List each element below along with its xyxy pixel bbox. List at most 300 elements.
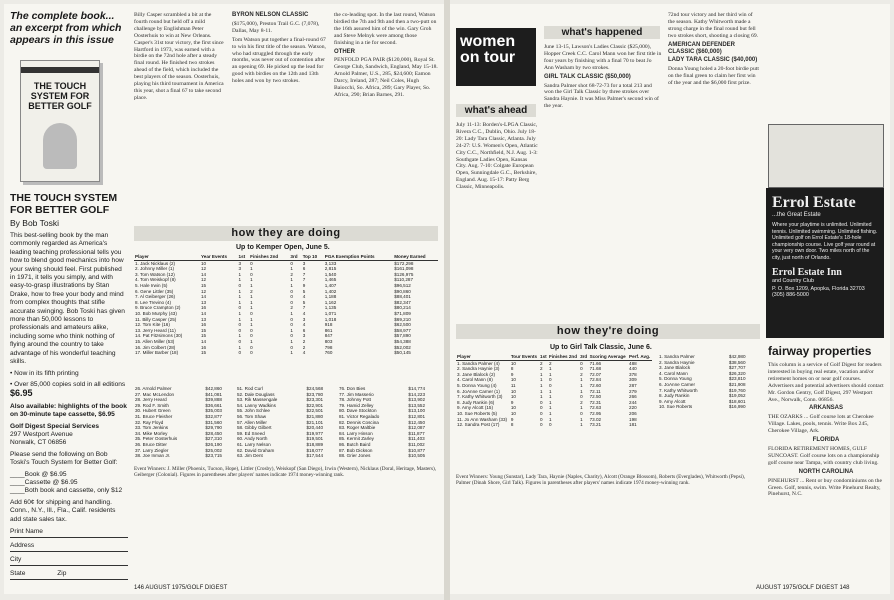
table-cell: 52. Dale Douglass bbox=[237, 391, 275, 397]
table-cell: 15 bbox=[200, 282, 207, 288]
table-cell: $42,860 bbox=[205, 386, 222, 391]
american-defender-heading: AMERICAN DEFENDER CLASSIC ($60,000) bbox=[668, 41, 736, 55]
table-cell: 0 bbox=[548, 422, 552, 428]
table-cell: 2,815 bbox=[324, 266, 337, 272]
table-cell: 15 bbox=[200, 327, 207, 333]
women-table-title: Up to Girl Talk Classic, June 6. bbox=[550, 344, 652, 351]
table-cell: 1 bbox=[540, 371, 543, 377]
table-cell: 1 bbox=[250, 266, 253, 272]
table-cell: $19,977 bbox=[306, 430, 324, 436]
state-florida: FLORIDA bbox=[812, 437, 840, 444]
arkansas-listing: THE OZARKS ... Golf course lots at Cherokee Village. Lakes, pools, tennis. Write Box 245, Cherokee Village, Ark. bbox=[768, 414, 874, 435]
table-cell: 72.60 bbox=[589, 382, 602, 388]
men-tour-banner: how they are doing bbox=[134, 226, 438, 241]
column-header: 3rd bbox=[580, 354, 588, 359]
errol-body: Where your playtime is unlimited. Unlimited tennis. Unlimited swimming. Unlimited fishing. Unlimited golf on Errol Estate's 18-hole championship course. Live golf year round at your very own door. Two miles north of the city, just north of Orlando. bbox=[772, 222, 878, 261]
table-cell: 1,540 bbox=[324, 271, 337, 277]
table-cell: 1 bbox=[540, 388, 543, 394]
table-cell: 10 bbox=[510, 360, 516, 366]
table-cell: 1 bbox=[290, 277, 293, 283]
column-header: 1st bbox=[238, 254, 250, 260]
table-cell: 847 bbox=[324, 333, 333, 339]
table-cell: $27,310 bbox=[205, 436, 222, 442]
table-cell: 9 bbox=[302, 282, 306, 288]
ad-price: $6.95 bbox=[10, 388, 33, 399]
errol-name: Errol Estate bbox=[772, 194, 856, 211]
article-col-1-text: Billy Casper scrambled a bit at the fourth round but held off a mild challenge by Englishman Peter Oosterhuis to win at New Orleans. Casper's 31st tour victory, the first since Hartford in 1973, was earned with a birdie on the 72nd hole after a steady final round. He finished two strokes ahead of the field, which included the best players of the season. Oosterhuis, playing his third tournament in America this year, shot a final 67 to take second place. bbox=[134, 12, 224, 101]
table-cell: 61. Larry Nelson bbox=[237, 441, 271, 447]
table-cell: 35. Peter Oosterhuis bbox=[135, 436, 178, 442]
table-cell: 15. Allen Miller (53) bbox=[135, 338, 175, 344]
table-cell: 0 bbox=[540, 399, 543, 405]
table-cell: $22,901 bbox=[306, 402, 324, 408]
table-cell: 0 bbox=[290, 294, 293, 300]
table-cell: 861 bbox=[324, 327, 333, 333]
table-cell: 2 bbox=[290, 305, 293, 311]
table-cell: 1 bbox=[540, 394, 543, 400]
table-cell: $90,860 bbox=[394, 288, 411, 294]
table-cell: 1 bbox=[250, 305, 253, 311]
whats-ahead-heading: what's ahead bbox=[456, 104, 536, 117]
table-cell: 1 bbox=[540, 382, 543, 388]
table-cell: 279 bbox=[629, 388, 637, 394]
table-cell: 220 bbox=[629, 405, 637, 411]
ad-postage: Add 60¢ for shipping and handling. Conn., N.Y., Ill., Fla., Calif. residents add state sales tax. bbox=[10, 498, 116, 523]
byron-nelson-heading: BYRON NELSON CLASSIC bbox=[232, 12, 309, 18]
table-cell: 198 bbox=[629, 416, 637, 422]
table-cell: 9 bbox=[510, 416, 514, 422]
table-cell: 0 bbox=[250, 260, 253, 266]
table-cell: 1 bbox=[548, 410, 552, 416]
table-cell: $38,560 bbox=[728, 359, 746, 365]
table-cell: 9. Amy Alcott bbox=[659, 398, 686, 404]
table-cell: 15 bbox=[200, 333, 207, 339]
table-cell: 17. Miller Barber (18) bbox=[135, 350, 179, 356]
book-author: By Bob Toski bbox=[10, 218, 59, 228]
golfer-photo bbox=[768, 124, 884, 188]
byron-nelson-text: Tom Watson put together a final-round 67 to win his first title of the season. Watson, who had struggled through the early months, was never out of contention after an opening 69. He picked up the lead for good with birdies on the 12th and 13th holes and won by two strokes. bbox=[232, 36, 326, 85]
table-cell: 0 bbox=[238, 327, 242, 333]
table-cell: 1 bbox=[238, 294, 242, 300]
table-cell: 12 bbox=[200, 277, 207, 283]
table-cell: 7 bbox=[302, 271, 306, 277]
table-cell: 0 bbox=[238, 350, 242, 356]
table-cell: $20,440 bbox=[306, 425, 324, 431]
table-cell: $12,801 bbox=[408, 413, 426, 419]
table-cell: 3. Jane Blalock (2) bbox=[457, 371, 496, 377]
table-cell: 26. Arnold Palmer bbox=[135, 386, 172, 391]
table-cell: 7 bbox=[302, 277, 306, 283]
table-cell: $58,977 bbox=[394, 327, 411, 333]
article-col-2 bbox=[232, 12, 328, 87]
table-cell: 8 bbox=[510, 422, 514, 428]
table-cell: $11,403 bbox=[408, 436, 425, 442]
table-cell: $23,301 bbox=[306, 397, 324, 403]
table-cell: 57. Allen Miller bbox=[237, 419, 267, 425]
table-cell: 1 bbox=[580, 405, 583, 411]
book-cover-image bbox=[20, 60, 100, 182]
table-cell: 0 bbox=[250, 310, 253, 316]
table-cell: 0 bbox=[250, 271, 253, 277]
table-cell: 10 bbox=[510, 388, 516, 394]
table-cell: 1 bbox=[580, 416, 583, 422]
table-cell: $12,087 bbox=[408, 425, 426, 431]
column-header: Scoring Average bbox=[589, 354, 628, 360]
other-text: PENFOLD PGA PAIR ($120,000), Royal St. George Club, Sandwich, England, May 15-18. Arnold Palmer, U.S., 285, $24,600; Eamon Darcy, Ireland, 287; Neil Coles, Hugh Baiocchi, So. Africa, 289; Gary Player, So. Africa, 290; Brian Barnes, 291. bbox=[334, 57, 438, 98]
table-cell: $82,347 bbox=[394, 299, 411, 305]
order-book-option[interactable]: ____Book @ $6.95 bbox=[10, 470, 67, 478]
florida-listing: FLORIDA RETIREMENT HOMES, GULF SUNCOAST. Golf course lots on a championship golf course near Tampa, with country club living. bbox=[768, 445, 880, 466]
zip-label: Zip bbox=[57, 570, 67, 577]
ad-also: Also available: highlights of the book on 30-minute tape cassette, $6.95 bbox=[10, 402, 127, 419]
state-label: State bbox=[10, 570, 26, 577]
table-cell: 1. Jack Nicklaus (2) bbox=[135, 260, 176, 266]
table-cell: 85. Kermit Zarley bbox=[339, 436, 374, 442]
girl-talk-heading: GIRL TALK CLASSIC ($50,000) bbox=[544, 73, 631, 80]
table-cell: 10. Sue Roberts bbox=[659, 404, 693, 410]
women-on-tour-label: women on tour bbox=[456, 28, 536, 86]
table-cell: 3. Tom Watson (12) bbox=[135, 271, 175, 277]
table-cell: $50,145 bbox=[394, 350, 411, 356]
order-both-option[interactable]: ____Both book and cassette, only $12 bbox=[10, 487, 123, 495]
table-cell: 0 bbox=[250, 327, 253, 333]
table-cell: $26,320 bbox=[728, 370, 746, 376]
table-cell: $126,975 bbox=[394, 271, 414, 277]
table-cell: $24,568 bbox=[306, 386, 324, 391]
table-cell: 7. Kathy Whitworth bbox=[659, 387, 698, 393]
table-cell: $35,003 bbox=[205, 408, 222, 414]
table-cell: 8. Judy Rankin (6) bbox=[457, 399, 495, 405]
fairway-body: This column is a service of Golf Digest for readers interested in buying real estate, vacation and/or retirement homes on or near golf courses. Advertisers and potential advertisers should contact Mr. Gordon Gentry, Golf Digest, 297 Westport Ave., Norwalk, Conn. 06856. bbox=[768, 362, 884, 403]
table-cell: 9. Bruce Crampton (2) bbox=[135, 305, 181, 311]
column-header: Player bbox=[456, 354, 510, 360]
table-cell: 4. Carol Mann bbox=[659, 370, 688, 376]
table-cell: 266 bbox=[629, 394, 637, 400]
table-cell: 440 bbox=[629, 366, 637, 372]
ad-address-2: Norwalk, CT 06856 bbox=[10, 439, 67, 447]
table-cell: 287 bbox=[629, 382, 637, 388]
table-cell: $10,877 bbox=[408, 447, 426, 453]
table-cell: 62. David Graham bbox=[237, 447, 275, 453]
table-cell: 1 bbox=[548, 399, 552, 405]
golfer-figure-icon bbox=[43, 123, 77, 169]
whats-happened-heading: what's happened bbox=[544, 26, 660, 39]
column-header: 3rd bbox=[289, 254, 301, 260]
table-cell: 3. Jane Blalock bbox=[659, 365, 691, 371]
table-cell: 14 bbox=[200, 338, 207, 344]
men-money-list-mid bbox=[236, 386, 336, 459]
table-cell: 1 bbox=[238, 277, 242, 283]
table-row bbox=[134, 350, 438, 356]
table-cell: 2 bbox=[290, 271, 293, 277]
table-cell: 1 bbox=[238, 299, 242, 305]
table-cell: 1 bbox=[548, 394, 552, 400]
order-both-label: Both book and cassette, only $12 bbox=[24, 487, 123, 495]
table-cell: 56. Tom Shaw bbox=[237, 413, 267, 419]
table-cell: 760 bbox=[324, 350, 333, 356]
table-cell: $27,707 bbox=[728, 365, 746, 371]
order-cassette-label: Cassette @ $6.95 bbox=[24, 478, 78, 486]
table-cell: $11,002 bbox=[408, 441, 425, 447]
table-cell: 3,133 bbox=[324, 260, 337, 266]
men-table-note: Event Winners: J. Miller (Phoenix, Tucson, Hope), Littler (Crosby), Weiskopf (San Diego), Irwin (Western), Nicklaus (Doral, Heritage, Masters), Geiberger (Colonial). Figures in parentheses after players' names indicate 1974 money-winning rank. bbox=[134, 466, 437, 479]
table-cell: $52,002 bbox=[394, 344, 411, 350]
table-cell: 1 bbox=[548, 371, 552, 377]
table-cell: 1 bbox=[238, 316, 242, 322]
table-cell: 0 bbox=[290, 344, 293, 350]
table-cell: 2 bbox=[580, 371, 583, 377]
table-cell: 51. Rod Curl bbox=[237, 386, 263, 391]
men-table-body bbox=[134, 260, 438, 356]
column-header: Perf. Avg. bbox=[629, 354, 651, 359]
men-table-title: Up to Kemper Open, June 5. bbox=[236, 244, 330, 251]
table-cell: 2. Johnny Miller (1) bbox=[135, 266, 175, 272]
table-cell: 5 bbox=[302, 288, 306, 294]
table-cell: 58. Gibby Gilbert bbox=[237, 425, 272, 431]
book-cover-stripe bbox=[21, 67, 99, 73]
table-cell: $10,505 bbox=[408, 453, 426, 459]
table-cell: 1 bbox=[250, 277, 253, 283]
table-cell: 11 bbox=[510, 382, 516, 388]
table-cell: 79. Hamid Zelley bbox=[339, 402, 374, 408]
table-cell: 244 bbox=[629, 399, 637, 405]
ad-send: Please send the following on Bob Toski's Touch System for Better Golf: bbox=[10, 450, 118, 467]
table-cell: $42,980 bbox=[728, 354, 746, 359]
column-header: Finishes 2nd bbox=[249, 254, 289, 260]
table-cell: 1,071 bbox=[324, 310, 337, 316]
table-cell: 72.84 bbox=[589, 377, 602, 383]
table-cell: 2. Sandra Haynie bbox=[659, 359, 695, 365]
table-cell: 2 bbox=[250, 288, 253, 294]
table-cell: 10 bbox=[510, 377, 516, 383]
address-field[interactable]: Address bbox=[10, 542, 128, 552]
table-cell: 6. JoAnne Carner (1) bbox=[457, 388, 500, 394]
table-cell: 1 bbox=[250, 294, 253, 300]
table-cell: 488 bbox=[629, 360, 637, 366]
table-cell: $26,190 bbox=[205, 441, 222, 447]
fairway-properties-title: fairway properties bbox=[768, 344, 872, 358]
table-cell: 0 bbox=[238, 282, 242, 288]
table-cell: 206 bbox=[629, 410, 637, 416]
table-cell: 1 bbox=[548, 366, 552, 372]
table-cell: 1 bbox=[238, 288, 242, 294]
table-cell: 803 bbox=[324, 338, 333, 344]
table-cell: $12,450 bbox=[408, 419, 426, 425]
ad-body bbox=[10, 232, 128, 580]
table-cell: 12. Tom Kite (16) bbox=[135, 322, 170, 328]
whats-happened-col bbox=[544, 44, 662, 112]
table-cell: 1 bbox=[250, 338, 253, 344]
state-north-carolina: NORTH CAROLINA bbox=[798, 468, 854, 475]
table-cell: $22,501 bbox=[306, 408, 324, 414]
table-cell: 0 bbox=[238, 305, 242, 311]
table-cell: 9 bbox=[510, 399, 514, 405]
table-cell: 15 bbox=[200, 350, 207, 356]
errol-inn-sub: and Country Club bbox=[772, 278, 814, 284]
table-cell: 918 bbox=[324, 322, 333, 328]
table-cell: $36,661 bbox=[205, 402, 222, 408]
table-cell: 1 bbox=[290, 310, 293, 316]
table-cell: 1,018 bbox=[324, 316, 337, 322]
table-cell: 0 bbox=[290, 299, 293, 305]
article-col-1 bbox=[134, 12, 226, 104]
lady-tara-text: Donna Young holed a 20-foot birdie putt on the final green to claim her first win of the year and the $6,000 first prize. bbox=[668, 66, 759, 87]
column-header: Tour Events bbox=[510, 354, 538, 359]
table-cell: 10 bbox=[200, 260, 207, 266]
table-cell: 0 bbox=[250, 344, 253, 350]
happened-text-1: June 13-15, Lawson's Ladies Classic ($25,000), Hopper Creek C.C. Carol Mann won her first title in four years by finishing with a final 70 to beat Jo Ann Washam by two strokes. bbox=[544, 44, 662, 71]
table-cell: 0 bbox=[580, 410, 583, 416]
table-cell: 1,162 bbox=[324, 299, 337, 305]
table-cell: 5. Hale Irwin (5) bbox=[135, 282, 168, 288]
table-cell: 13 bbox=[200, 316, 207, 322]
table-cell: 71.66 bbox=[589, 360, 602, 366]
table-cell: 87. Bob Dickson bbox=[339, 447, 373, 453]
table-cell: 1 bbox=[548, 388, 552, 394]
book-title: THE TOUCH SYSTEM FOR BETTER GOLF bbox=[10, 192, 118, 216]
table-row bbox=[338, 453, 438, 459]
table-cell: 11. Billy Casper (25) bbox=[135, 316, 177, 322]
table-cell: 6 bbox=[302, 266, 306, 272]
table-cell: 10. Sue Roberts (5) bbox=[457, 410, 498, 416]
table-cell: 0 bbox=[540, 422, 543, 428]
table-cell: 0 bbox=[290, 322, 293, 328]
table-cell: 31. Bruce Fleisher bbox=[135, 413, 173, 419]
table-cell: 28. Jerry Heard bbox=[135, 397, 167, 403]
column-header: Finishes 2nd bbox=[548, 354, 579, 360]
table-cell: 1 bbox=[548, 416, 552, 422]
column-header: 1st bbox=[540, 354, 547, 359]
table-cell: 2 bbox=[540, 366, 543, 372]
table-cell: 53. Rik Massengale bbox=[237, 397, 278, 403]
table-cell: $172,298 bbox=[394, 260, 414, 266]
table-cell: $41,081 bbox=[205, 391, 222, 397]
table-cell: 6 bbox=[302, 327, 306, 333]
left-page bbox=[4, 4, 444, 594]
book-advertisement bbox=[10, 10, 128, 582]
table-cell: 1 bbox=[238, 344, 242, 350]
table-cell: $71,809 bbox=[394, 310, 411, 316]
table-cell: 1 bbox=[290, 338, 293, 344]
table-cell: $19,501 bbox=[306, 436, 324, 442]
order-cassette-option[interactable]: ____Cassette @ $6.95 bbox=[10, 478, 78, 486]
table-cell: 5 bbox=[302, 299, 306, 305]
table-cell: 16 bbox=[200, 344, 207, 350]
ad-bullet-2: • Over 85,000 copies sold in all editions $6.95 bbox=[10, 380, 126, 399]
table-cell: 1. Sandra Palmer (4) bbox=[457, 360, 500, 366]
women-table-note: Event Winners: Young (Sunstar), Lady Tara, Haynie (Naples, Charity), Alcott (Orange Blossom), Roberts (Everglades), Whitworth (Pepsi), Palmer (Dinah Shore, Girl Talk). Figures in parentheses after players' names indicate 1974 money-winning rank. bbox=[456, 474, 746, 487]
table-cell: 3 bbox=[302, 316, 306, 322]
table-cell: 3 bbox=[238, 260, 242, 266]
table-cell: 0 bbox=[238, 338, 242, 344]
ad-description: This best-selling book by the man commonly regarded as America's leading teaching professional tells you how to blend good mechanics into how your swing should feel. First published in 1971, it tells you simply, and with easy-to-grasp illustrations by Stan Drake, how to free your body and mind from complex thoughts that stifle accurate swinging. Bob Toski has given more than 50,000 lessons to professionals and amateurs alike, including some who think nothing of flying around the country to take advantage of his wonderful teaching skills. bbox=[10, 232, 125, 366]
table-cell: 30. Hubert Green bbox=[135, 408, 171, 414]
table-cell: 14 bbox=[200, 271, 207, 277]
table-cell: $57,890 bbox=[394, 333, 411, 339]
table-cell: 0 bbox=[290, 260, 293, 266]
table-cell: 0 bbox=[580, 394, 583, 400]
ad-headline: The complete book... an excerpt from which appears in this issue bbox=[10, 10, 122, 46]
table-cell: 60. Andy North bbox=[237, 436, 268, 442]
table-cell: 32. Ray Floyd bbox=[135, 419, 164, 425]
table-cell: 72.11 bbox=[589, 388, 601, 394]
table-cell: 1 bbox=[238, 333, 242, 339]
table-cell: $23,715 bbox=[205, 453, 222, 459]
table-cell: 13. Jerry Heard (11) bbox=[135, 327, 176, 333]
table-cell: 10 bbox=[510, 410, 516, 416]
table-cell: 5. Donna Young (4) bbox=[457, 382, 497, 388]
table-cell: 8. Judy Rankin bbox=[659, 393, 690, 399]
table-cell: $62,500 bbox=[394, 322, 411, 328]
table-cell: $21,908 bbox=[728, 381, 746, 387]
table-cell: 0 bbox=[548, 377, 552, 383]
table-cell: 0 bbox=[290, 288, 293, 294]
table-cell: 10. Bob Murphy (43) bbox=[135, 310, 177, 316]
table-cell: 1 bbox=[580, 388, 583, 394]
table-cell: 1 bbox=[580, 382, 583, 388]
men-money-list-left bbox=[134, 386, 234, 459]
table-cell: 73.21 bbox=[589, 422, 602, 428]
table-cell: $69,210 bbox=[394, 316, 411, 322]
table-cell: 78. Johnny Pott bbox=[339, 397, 371, 403]
table-cell: 34. Mike Morley bbox=[135, 430, 168, 436]
table-cell: 12. Sandra Post (17) bbox=[457, 422, 500, 428]
table-cell: 5. Donna Young bbox=[659, 376, 692, 382]
article-col-3 bbox=[334, 12, 438, 101]
table-cell: 27. Mac McLendon bbox=[135, 391, 175, 397]
right-folio: AUGUST 1975/GOLF DIGEST 148 bbox=[756, 585, 850, 591]
ad-bullet-2-text: Over 85,000 copies sold in all editions bbox=[14, 380, 126, 388]
table-cell: 1 bbox=[250, 316, 253, 322]
table-cell: 1 bbox=[250, 322, 253, 328]
ad-bullet-1-text: Now in its fifth printing bbox=[14, 369, 79, 377]
table-cell: 11. Jo Ann Washam (33) bbox=[457, 416, 508, 422]
ad-company: Golf Digest Special Services bbox=[10, 422, 100, 430]
table-cell: 1 bbox=[238, 271, 242, 277]
table-cell: $14,223 bbox=[408, 391, 426, 397]
table-cell: 6. JoAnne Carner bbox=[659, 381, 696, 387]
state-zip-field[interactable] bbox=[10, 570, 128, 580]
table-cell: 72.95 bbox=[589, 410, 602, 416]
table-cell: $18,077 bbox=[306, 447, 324, 453]
table-cell: 16. Jim Colbert (28) bbox=[135, 344, 176, 350]
table-cell: 2 bbox=[580, 399, 583, 405]
table-cell: 0 bbox=[540, 405, 543, 411]
table-cell: 71.68 bbox=[589, 366, 602, 372]
table-cell: $17,544 bbox=[306, 453, 324, 459]
column-header: PGA Exemption Points bbox=[324, 254, 393, 260]
name-field[interactable]: Print Name bbox=[10, 528, 128, 538]
table-cell: 72.50 bbox=[589, 394, 602, 400]
table-cell: 7. Al Geiberger (26) bbox=[135, 294, 176, 300]
table-cell: $28,450 bbox=[205, 430, 222, 436]
table-cell: 84. Larry Hinson bbox=[339, 430, 373, 436]
table-cell: $29,790 bbox=[205, 425, 222, 431]
table-cell: 9 bbox=[510, 371, 514, 377]
city-field[interactable]: City bbox=[10, 556, 128, 566]
table-cell: 1 bbox=[290, 350, 293, 356]
table-cell: 0 bbox=[540, 416, 543, 422]
table-cell: 1,402 bbox=[324, 288, 337, 294]
table-cell: 1 bbox=[290, 266, 293, 272]
table-cell: 55. John Schlee bbox=[237, 408, 270, 414]
table-cell: $21,880 bbox=[306, 413, 324, 419]
table-cell: 1,188 bbox=[324, 294, 337, 300]
table-cell: 72.31 bbox=[589, 399, 602, 405]
table-cell: 0 bbox=[548, 382, 552, 388]
table-cell: 7 bbox=[302, 305, 306, 311]
table-cell: 80. Dave Stockton bbox=[339, 408, 377, 414]
